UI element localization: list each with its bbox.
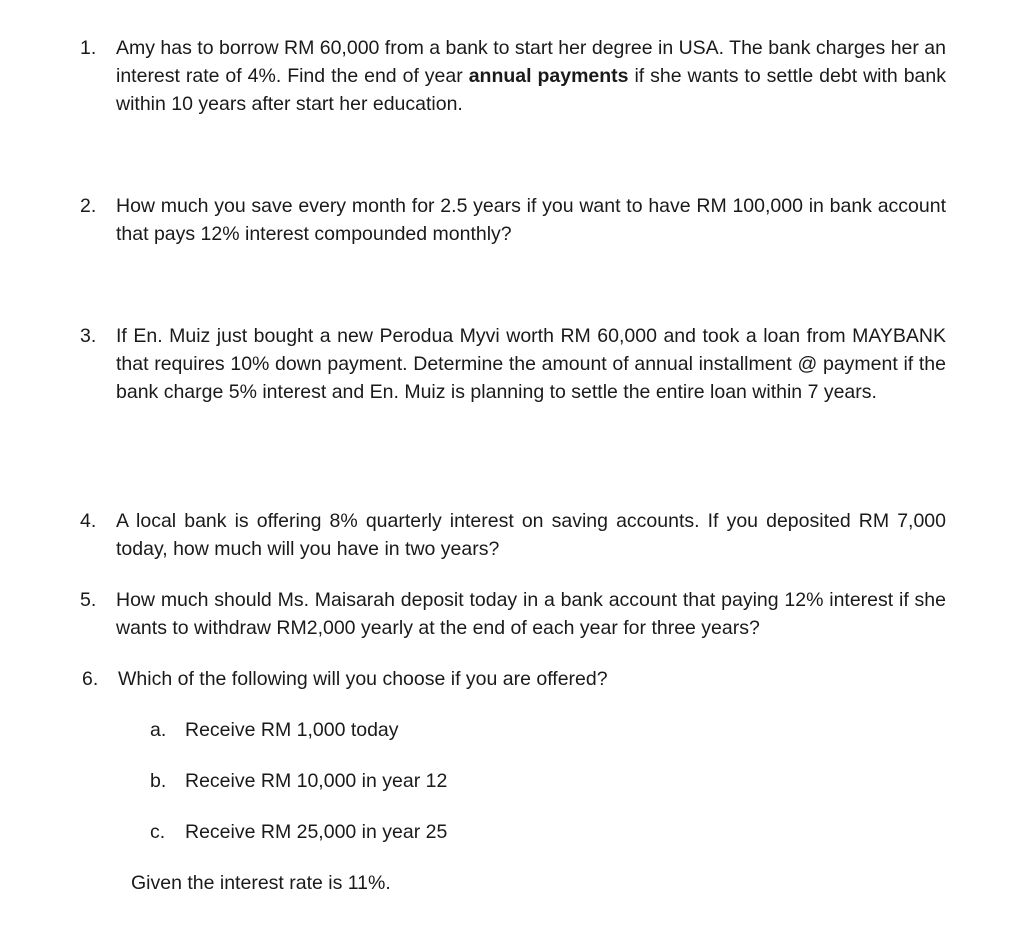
question-3 [80, 322, 946, 406]
question-text [116, 34, 946, 118]
option-letter: b. [150, 770, 167, 792]
option-text: Receive RM 1,000 today [185, 719, 399, 741]
option-text: Receive RM 25,000 in year 25 [185, 821, 448, 843]
question-number: 2. [80, 195, 97, 217]
question-text: Which of the following will you choose if you are offered? [118, 668, 608, 690]
question-number: 5. [80, 589, 97, 611]
option-text: Receive RM 10,000 in year 12 [185, 770, 448, 792]
question-text: If En. Muiz just bought a new Perodua Myvi worth RM 60,000 and took a loan from MAYBANK that requires 10% down payment. Determine the amount of annual installment @ payment if the bank charge 5% interest and En. Muiz is planning to settle the entire loan within 7 years. [116, 325, 946, 403]
question-6 [82, 665, 948, 693]
option-letter: a. [150, 719, 167, 741]
question-2 [80, 192, 946, 248]
question-text: How much you save every month for 2.5 years if you want to have RM 100,000 in bank account that pays 12% interest compounded monthly? [116, 195, 946, 245]
question-emphasis: annual payments [468, 65, 629, 87]
question-number: 1. [80, 37, 97, 59]
option-a [150, 716, 399, 744]
question-4 [80, 507, 946, 563]
question-1 [80, 34, 946, 118]
question-5 [80, 586, 946, 642]
question-text-part: Amy has to borrow RM 60,000 from a bank to start her degree in USA. The bank charges her an interest rate of 4%. Find the end of year [116, 37, 946, 87]
option-b [150, 767, 447, 795]
question-number: 4. [80, 510, 97, 532]
question-number: 6. [82, 668, 99, 690]
question-text: A local bank is offering 8% quarterly interest on saving accounts. If you deposited RM 7,000 today, how much will you have in two years? [116, 510, 946, 560]
question-text-part: if she wants to settle debt with bank within 10 years after start her education. [116, 65, 946, 115]
interest-rate-note: Given the interest rate is 11%. [131, 872, 391, 894]
option-letter: c. [150, 821, 166, 843]
option-c [150, 818, 447, 846]
question-text: How much should Ms. Maisarah deposit today in a bank account that paying 12% interest if she wants to withdraw RM2,000 yearly at the end of each year for three years? [116, 589, 946, 639]
question-number: 3. [80, 325, 97, 347]
